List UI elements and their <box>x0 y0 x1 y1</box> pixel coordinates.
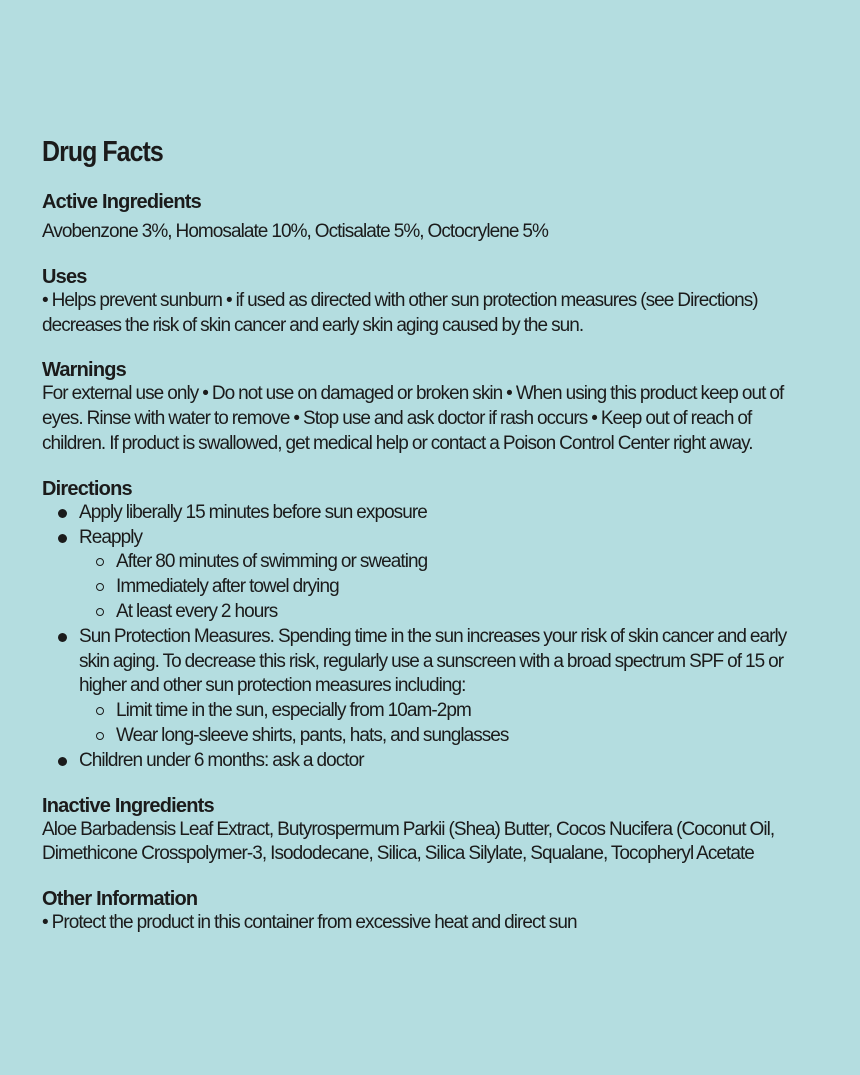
directions-section <box>42 477 818 774</box>
inactive-ingredients-heading: Inactive Ingredients <box>42 794 214 817</box>
directions-subitem: After 80 minutes of swimming or sweating <box>116 550 789 575</box>
warnings-text: For external use only • Do not use on damaged or broken skin • When using this product keep out of eyes. Rinse with water to remove • Stop use and ask doctor if rash occurs • Keep out of reach of children. If product is swallowed, get medical help or contact a Poison Control Center right away. <box>42 383 784 454</box>
other-information-section <box>42 887 818 936</box>
active-ingredients-heading: Active Ingredients <box>42 191 201 213</box>
uses-section <box>42 265 818 339</box>
uses-heading: Uses <box>42 265 87 288</box>
directions-item <box>79 625 789 749</box>
directions-heading: Directions <box>42 477 132 500</box>
active-ingredients-section <box>42 190 818 245</box>
page-title: Drug Facts <box>42 136 163 168</box>
warnings-section <box>42 358 818 456</box>
other-information-heading: Other Information <box>42 888 198 911</box>
other-information-text: • Protect the product in this container from excessive heat and direct sun <box>42 912 577 934</box>
uses-text: • Helps prevent sunburn • if used as directed with other sun protection measures (see Directions) decreases the risk of skin cancer and early skin aging caused by the sun. <box>42 289 758 336</box>
directions-item-text: Reapply <box>79 526 143 548</box>
directions-item: Apply liberally 15 minutes before sun exposure <box>79 501 789 526</box>
directions-subitem: Wear long-sleeve shirts, pants, hats, and sunglasses <box>116 724 789 749</box>
directions-subitem: Limit time in the sun, especially from 10am-2pm <box>116 699 789 724</box>
directions-sublist <box>79 699 789 749</box>
inactive-ingredients-section <box>42 794 818 868</box>
active-ingredients-text: Avobenzone 3%, Homosalate 10%, Octisalate 5%, Octocrylene 5% <box>42 221 548 242</box>
directions-item <box>79 526 789 625</box>
inactive-ingredients-text: Aloe Barbadensis Leaf Extract, Butyrospermum Parkii (Shea) Butter, Cocos Nucifera (Coconut Oil, Dimethicone Crosspolymer-3, Isododecane, Silica, Silica Silylate, Squalane, Tocopheryl Acetate <box>42 818 775 865</box>
directions-item: Children under 6 months: ask a doctor <box>79 749 789 774</box>
directions-sublist <box>79 550 789 624</box>
directions-item-text: Sun Protection Measures. Spending time in the sun increases your risk of skin cancer and early skin aging. To decrease this risk, regularly use a sunscreen with a broad spectrum SPF of 15 or higher and other sun protection measures including: <box>79 625 787 697</box>
directions-subitem: At least every 2 hours <box>116 600 789 625</box>
warnings-heading: Warnings <box>42 359 126 382</box>
directions-subitem: Immediately after towel drying <box>116 575 789 600</box>
directions-list <box>42 501 818 774</box>
